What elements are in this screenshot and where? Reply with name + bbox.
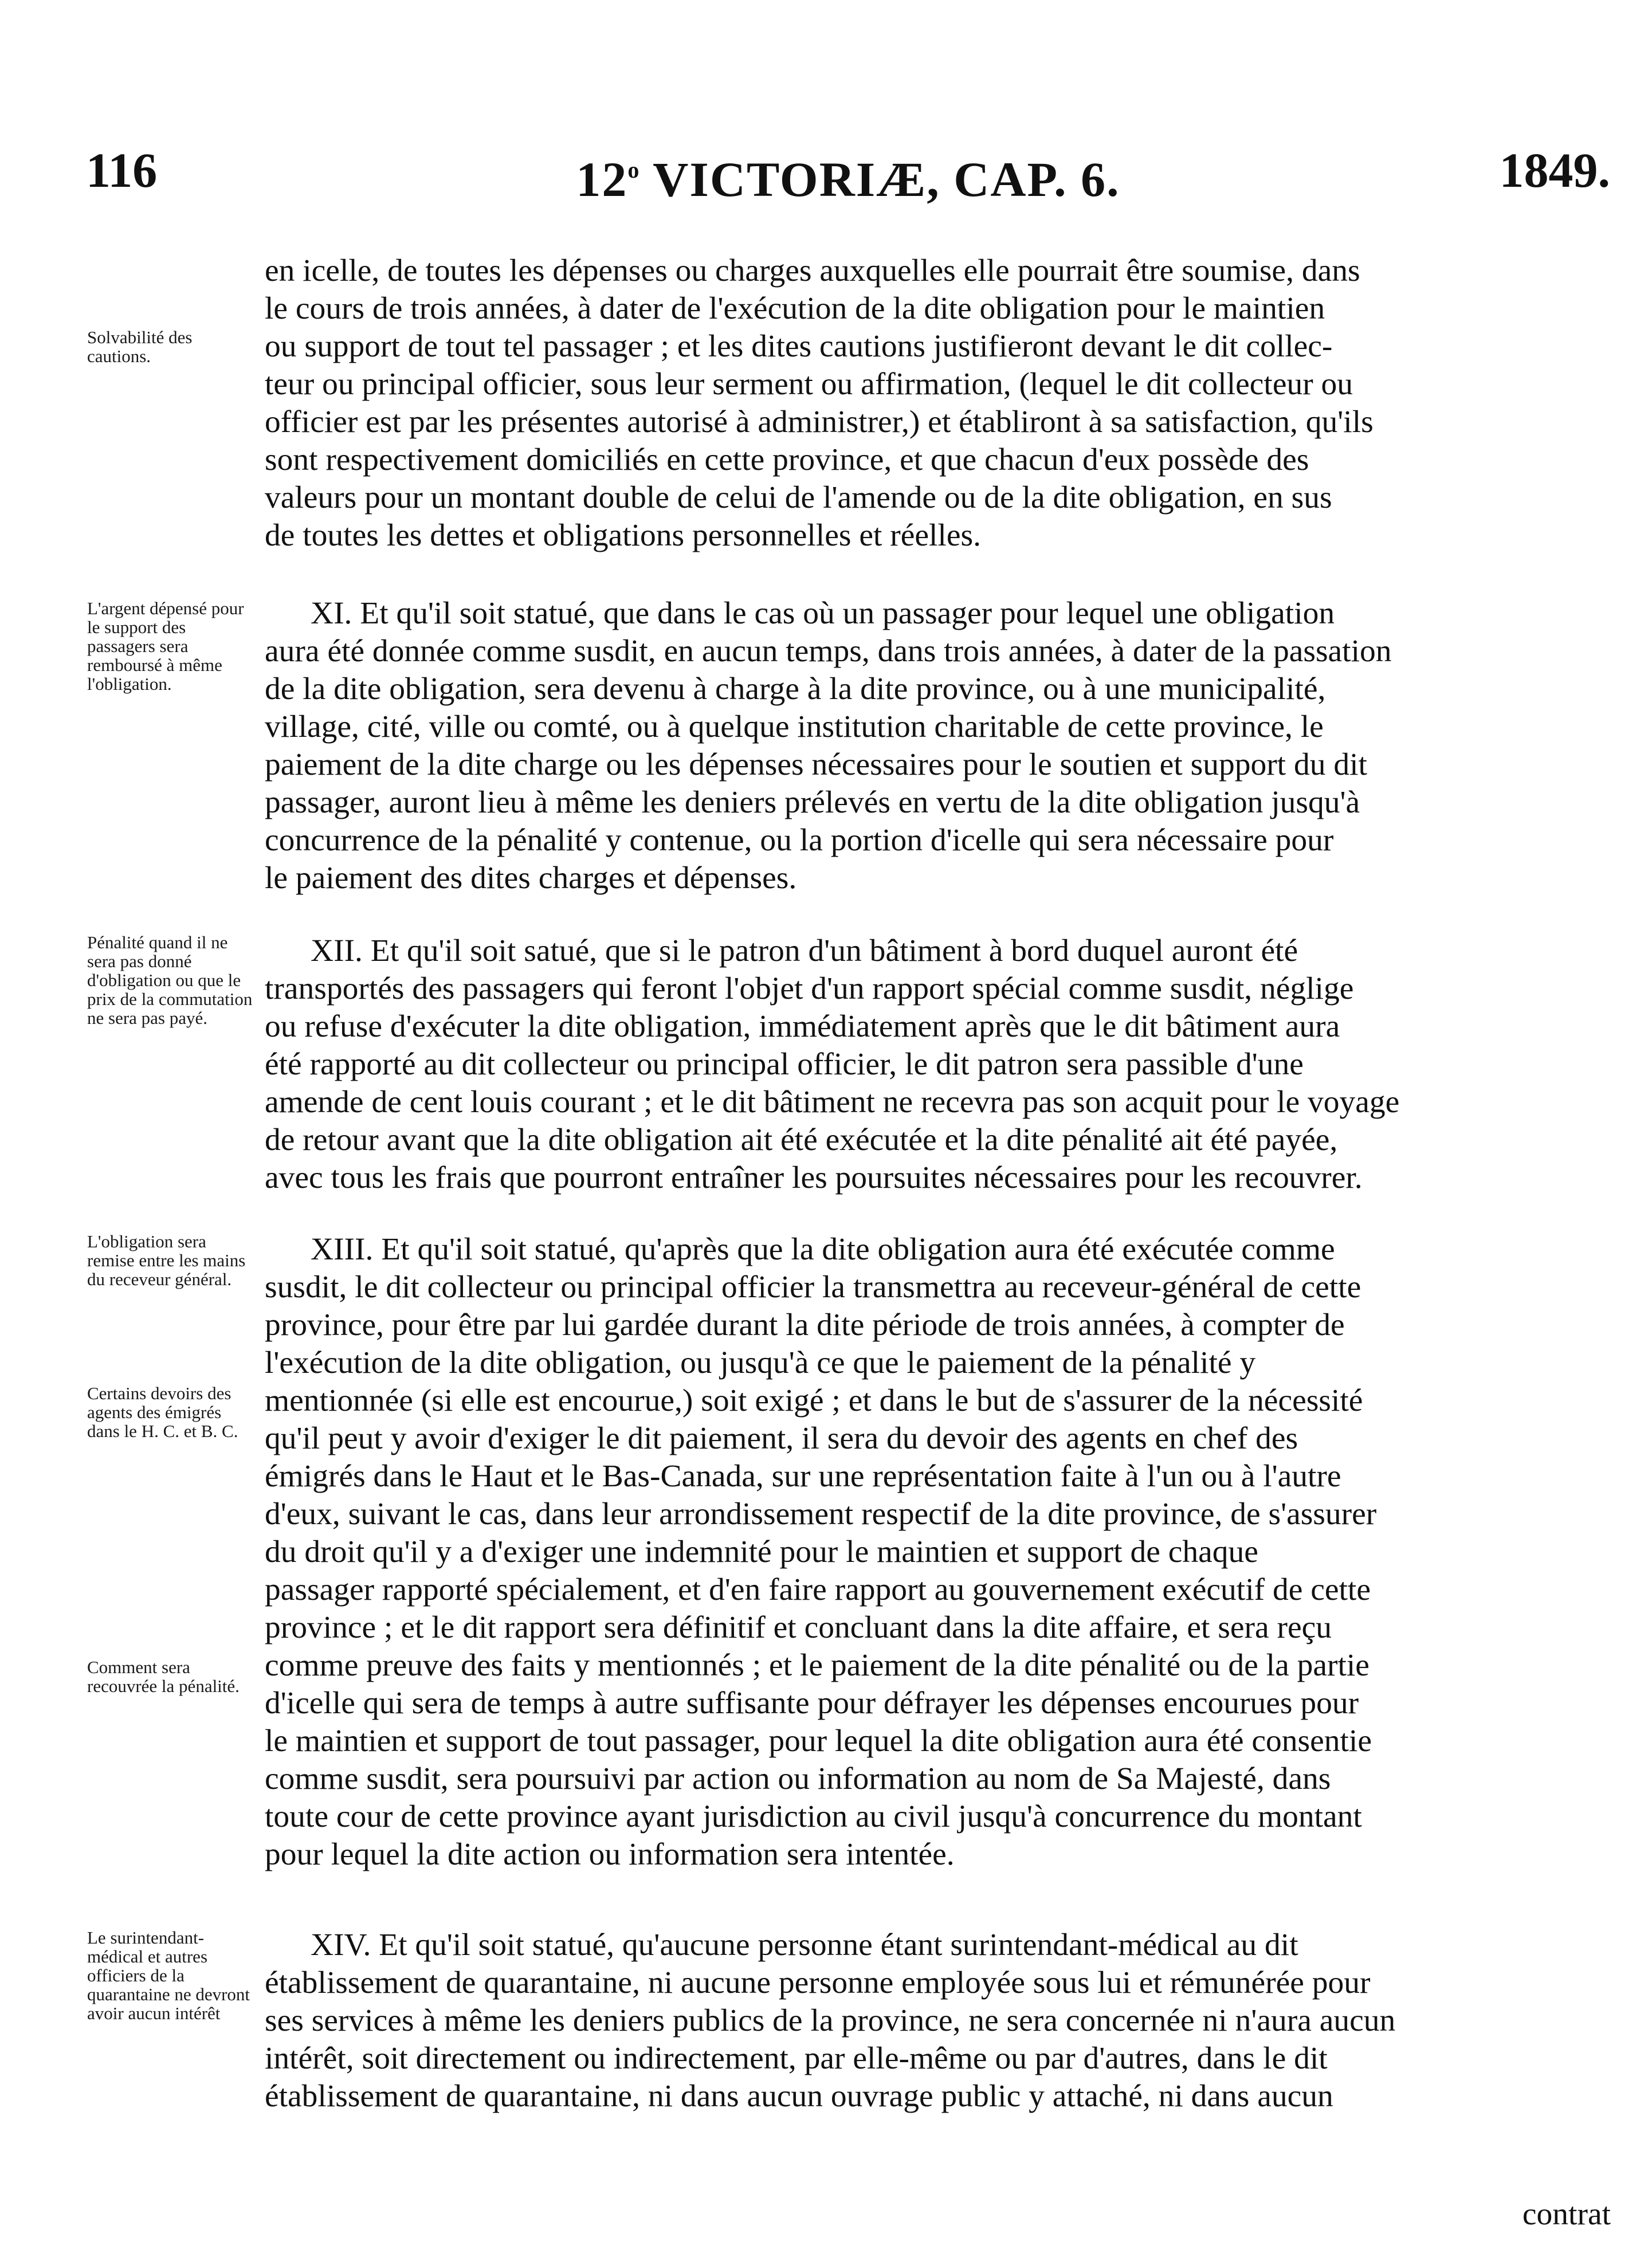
- text-line: du droit qu'il y a d'exiger une indemnité pour le maintien et support de chaque: [265, 1534, 1258, 1569]
- text-line: valeurs pour un montant double de celui de l'amende ou de la dite obligation, en sus: [265, 480, 1332, 515]
- text-line: comme susdit, sera poursuivi par action ou information au nom de Sa Majesté, dans: [265, 1761, 1331, 1796]
- text-line: été rapporté au dit collecteur ou principal officier, le dit patron sera passible d'une: [265, 1047, 1304, 1082]
- text-line: XI. Et qu'il soit statué, que dans le cas où un passager pour lequel une obligation: [311, 596, 1335, 631]
- text-line: l'exécution de la dite obligation, ou jusqu'à ce que le paiement de la pénalité y: [265, 1345, 1256, 1380]
- text-line: XIV. Et qu'il soit statué, qu'aucune personne étant surintendant-médical au dit: [311, 1928, 1298, 1962]
- page-header: [86, 139, 1610, 207]
- catchword: contrat: [1522, 2197, 1611, 2232]
- text-line: de toutes les dettes et obligations personnelles et réelles.: [265, 518, 981, 553]
- text-line: mentionnée (si elle est encourue,) soit exigé ; et dans le but de s'assurer de la nécessité: [265, 1383, 1363, 1418]
- text-line: le maintien et support de tout passager, pour lequel la dite obligation aura été consentie: [265, 1724, 1372, 1758]
- text-line: ou refuse d'exécuter la dite obligation, immédiatement après que le dit bâtiment aura: [265, 1009, 1340, 1044]
- running-title-rest: VICTORIÆ, CAP. 6.: [640, 152, 1120, 207]
- text-line: ses services à même les deniers publics de la province, ne sera concernée ni n'aura aucun: [265, 2003, 1396, 2038]
- text-line: en icelle, de toutes les dépenses ou charges auxquelles elle pourrait être soumise, dans: [265, 253, 1360, 288]
- section-xiii: [265, 1231, 1611, 1874]
- text-line: d'eux, suivant le cas, dans leur arrondissement respectif de la dite province, de s'assurer: [265, 1497, 1377, 1532]
- page-number: 116: [86, 143, 158, 198]
- text-line: sont respectivement domiciliés en cette province, et que chacun d'eux possède des: [265, 442, 1309, 477]
- sidenote-penalite: Pénalité quand il ne sera pas donné d'obligation ou que le prix de la commutation ne sera pas payé.: [87, 932, 253, 1028]
- text-line: transportés des passagers qui feront l'objet d'un rapport spécial comme susdit, néglige: [265, 971, 1354, 1006]
- text-line: pour lequel la dite action ou information sera intentée.: [265, 1837, 955, 1872]
- text-line: village, cité, ville ou comté, ou à quelque institution charitable de cette province, le: [265, 709, 1324, 744]
- text-line: passager, auront lieu à même les deniers prélevés en vertu de la dite obligation jusqu'à: [265, 785, 1360, 820]
- text-line: passager rapporté spécialement, et d'en faire rapport au gouvernement exécutif de cette: [265, 1572, 1371, 1607]
- text-line: de retour avant que la dite obligation ait été exécutée et la dite pénalité ait été payée,: [265, 1122, 1338, 1157]
- running-title-prefix: 12: [576, 152, 628, 207]
- sidenote-argent-depense: L'argent dépensé pour le support des passagers sera remboursé à même l'obligation.: [87, 598, 244, 694]
- section-xi: [265, 595, 1611, 897]
- text-line: concurrence de la pénalité y contenue, ou la portion d'icelle qui sera nécessaire pour: [265, 823, 1334, 858]
- text-line: paiement de la dite charge ou les dépenses nécessaires pour le soutien et support du dit: [265, 747, 1367, 782]
- text-line: le cours de trois années, à dater de l'exécution de la dite obligation pour le maintien: [265, 291, 1325, 326]
- text-line: de la dite obligation, sera devenu à charge à la dite province, ou à une municipalité,: [265, 672, 1326, 706]
- text-line: XIII. Et qu'il soit statué, qu'après que la dite obligation aura été exécutée comme: [311, 1232, 1335, 1267]
- text-line: d'icelle qui sera de temps à autre suffisante pour défrayer les dépenses encourues pour: [265, 1686, 1359, 1721]
- text-line: ou support de tout tel passager ; et les dites cautions justifieront devant le dit collec-: [265, 329, 1333, 364]
- text-line: amende de cent louis courant ; et le dit bâtiment ne recevra pas son acquit pour le voyage: [265, 1085, 1400, 1120]
- text-line: émigrés dans le Haut et le Bas-Canada, sur une représentation faite à l'un ou à l'autre: [265, 1459, 1341, 1494]
- section-xii: [265, 932, 1611, 1197]
- text-line: établissement de quarantaine, ni aucune personne employée sous lui et rémunérée pour: [265, 1965, 1371, 2000]
- text-line: aura été donnée comme susdit, en aucun temps, dans trois années, à dater de la passation: [265, 634, 1392, 669]
- text-line: susdit, le dit collecteur ou principal officier la transmettra au receveur-général de cette: [265, 1270, 1361, 1305]
- paragraph-continuation: [265, 252, 1611, 555]
- sidenote-surintendant: Le surintendant-médical et autres officiers de la quarantaine ne devront avoir aucun intérêt: [87, 1928, 250, 2023]
- page-year: 1849.: [1499, 143, 1610, 198]
- text-line: toute cour de cette province ayant jurisdiction au civil jusqu'à concurrence du montant: [265, 1799, 1362, 1834]
- text-line: qu'il peut y avoir d'exiger le dit paiement, il sera du devoir des agents en chef des: [265, 1421, 1298, 1456]
- text-line: comme preuve des faits y mentionnés ; et le paiement de la dite pénalité ou de la partie: [265, 1648, 1370, 1683]
- text-line: établissement de quarantaine, ni dans aucun ouvrage public y attaché, ni dans aucun: [265, 2079, 1333, 2114]
- sidenote-devoirs-agents: Certains devoirs des agents des émigrés dans le H. C. et B. C.: [87, 1383, 238, 1441]
- running-title: [86, 139, 1610, 211]
- text-line: officier est par les présentes autorisé à administrer,) et établiront à sa satisfaction, qu'ils: [265, 405, 1374, 439]
- sidenote-recouvrement: Comment sera recouvrée la pénalité.: [87, 1657, 240, 1696]
- text-line: le paiement des dites charges et dépenses.: [265, 861, 797, 896]
- text-line: XII. Et qu'il soit satué, que si le patron d'un bâtiment à bord duquel auront été: [311, 933, 1298, 968]
- running-title-sup: o: [627, 157, 641, 183]
- text-line: province, pour être par lui gardée durant la dite période de trois années, à compter de: [265, 1308, 1345, 1343]
- section-xiv: [265, 1926, 1611, 2115]
- sidenote-solvabilite: Solvabilité des cautions.: [87, 327, 193, 366]
- sidenote-obligation-remise: L'obligation sera remise entre les mains du receveur général.: [87, 1231, 246, 1289]
- text-line: intérêt, soit directement ou indirectement, par elle-même ou par d'autres, dans le dit: [265, 2041, 1328, 2076]
- text-line: avec tous les frais que pourront entraîner les poursuites nécessaires pour les recouvrer.: [265, 1160, 1363, 1195]
- text-line: province ; et le dit rapport sera définitif et concluant dans la dite affaire, et sera reçu: [265, 1610, 1332, 1645]
- text-line: teur ou principal officier, sous leur serment ou affirmation, (lequel le dit collecteur ou: [265, 367, 1353, 402]
